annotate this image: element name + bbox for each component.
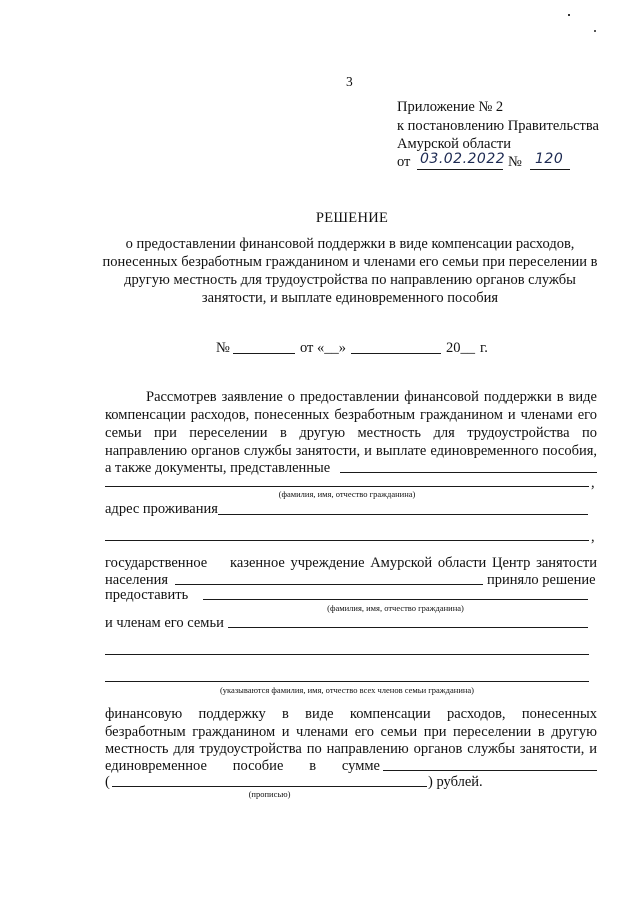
paragraph1-line-3: семьи при переселении в другую местность для трудоустройства по (105, 425, 597, 441)
appendix-date-prefix: от (397, 154, 411, 170)
applicant-name-blank (105, 486, 589, 487)
month-blank (351, 353, 441, 354)
address-label: адрес проживания (105, 501, 218, 517)
number-label: № (216, 340, 230, 356)
paragraph1-line-2: компенсации расходов, понесенных безработным гражданином и членами его (105, 407, 597, 423)
document-title: РЕШЕНИЕ (315, 210, 389, 226)
amount-open-paren: ( (105, 774, 110, 790)
number-underline (530, 169, 570, 170)
date-underline (417, 169, 503, 170)
caption-in-words: (прописью) (248, 789, 291, 799)
address-blank (218, 514, 588, 515)
amount-digits-blank (383, 770, 597, 771)
state-word: государственное (105, 555, 208, 571)
subtitle-line-2: понесенных безработным гражданином и членами его семьи при переселении в (102, 254, 598, 270)
caption-applicant-fio: (фамилия, имя, отчество гражданина) (278, 489, 416, 499)
family-blank-3 (105, 681, 589, 682)
number-blank (233, 353, 295, 354)
population-blank (175, 584, 483, 585)
subtitle-line-4: занятости, и выплате единовременного пособия (201, 290, 499, 306)
appendix-line-1: Приложение № 2 (397, 99, 504, 115)
appendix-number-prefix: № (508, 154, 522, 170)
amount-close-paren: ) рублей. (428, 774, 483, 790)
page-number: 3 (346, 74, 353, 89)
provide-label: предоставить (105, 587, 189, 603)
population-label: населения (105, 572, 169, 588)
appendix-date-value: 03.02.2022 (420, 151, 506, 167)
address-blank-2 (105, 540, 589, 541)
scan-speck (594, 30, 596, 32)
amount-words-blank (112, 786, 427, 787)
scan-speck (568, 14, 570, 16)
paragraph1-line-1: Рассмотрев заявление о предоставлении финансовой поддержки в виде (146, 389, 597, 405)
paragraph1-line-5: а также документы, представленные (105, 460, 331, 476)
applicant-comma: , (591, 475, 595, 491)
provide-blank (203, 599, 588, 600)
subtitle-line-3: другую местность для трудоустройства по направлению органов службы (124, 272, 576, 288)
caption-provide-fio: (фамилия, имя, отчество гражданина) (327, 603, 464, 613)
decision-label: приняло решение (487, 572, 596, 588)
year-prefix: 20__ (446, 340, 475, 356)
paragraph2-line-3: местность для трудоустройства по направлению органов службы занятости, и (105, 741, 597, 757)
family-label: и членам его семьи (105, 615, 224, 631)
family-blank-2 (105, 654, 589, 655)
state-institution-text: казенное учреждение Амурской области Центр занятости (230, 555, 597, 571)
appendix-line-3: Амурской области (397, 136, 511, 152)
paragraph2-line-1: финансовую поддержку в виде компенсации расходов, понесенных (105, 706, 597, 722)
from-label: от «__» (300, 340, 347, 356)
family-blank (228, 627, 588, 628)
caption-family: (указываются фамилия, имя, отчество всех членов семьи гражданина) (219, 685, 475, 695)
paragraph2-line-4: единовременное пособие в сумме (105, 758, 380, 774)
paragraph2-line-2: безработным гражданином и членами его семьи при переселении в другую (105, 724, 597, 740)
appendix-number-value: 120 (535, 151, 564, 167)
appendix-line-2: к постановлению Правительства (397, 118, 599, 134)
subtitle-line-1: о предоставлении финансовой поддержки в виде компенсации расходов, (125, 236, 575, 252)
documents-by-blank (340, 472, 597, 473)
paragraph1-line-4: направлению органов службы занятости, и выплате единовременного пособия, (105, 443, 597, 459)
year-suffix: г. (480, 340, 488, 356)
address-comma: , (591, 529, 595, 545)
